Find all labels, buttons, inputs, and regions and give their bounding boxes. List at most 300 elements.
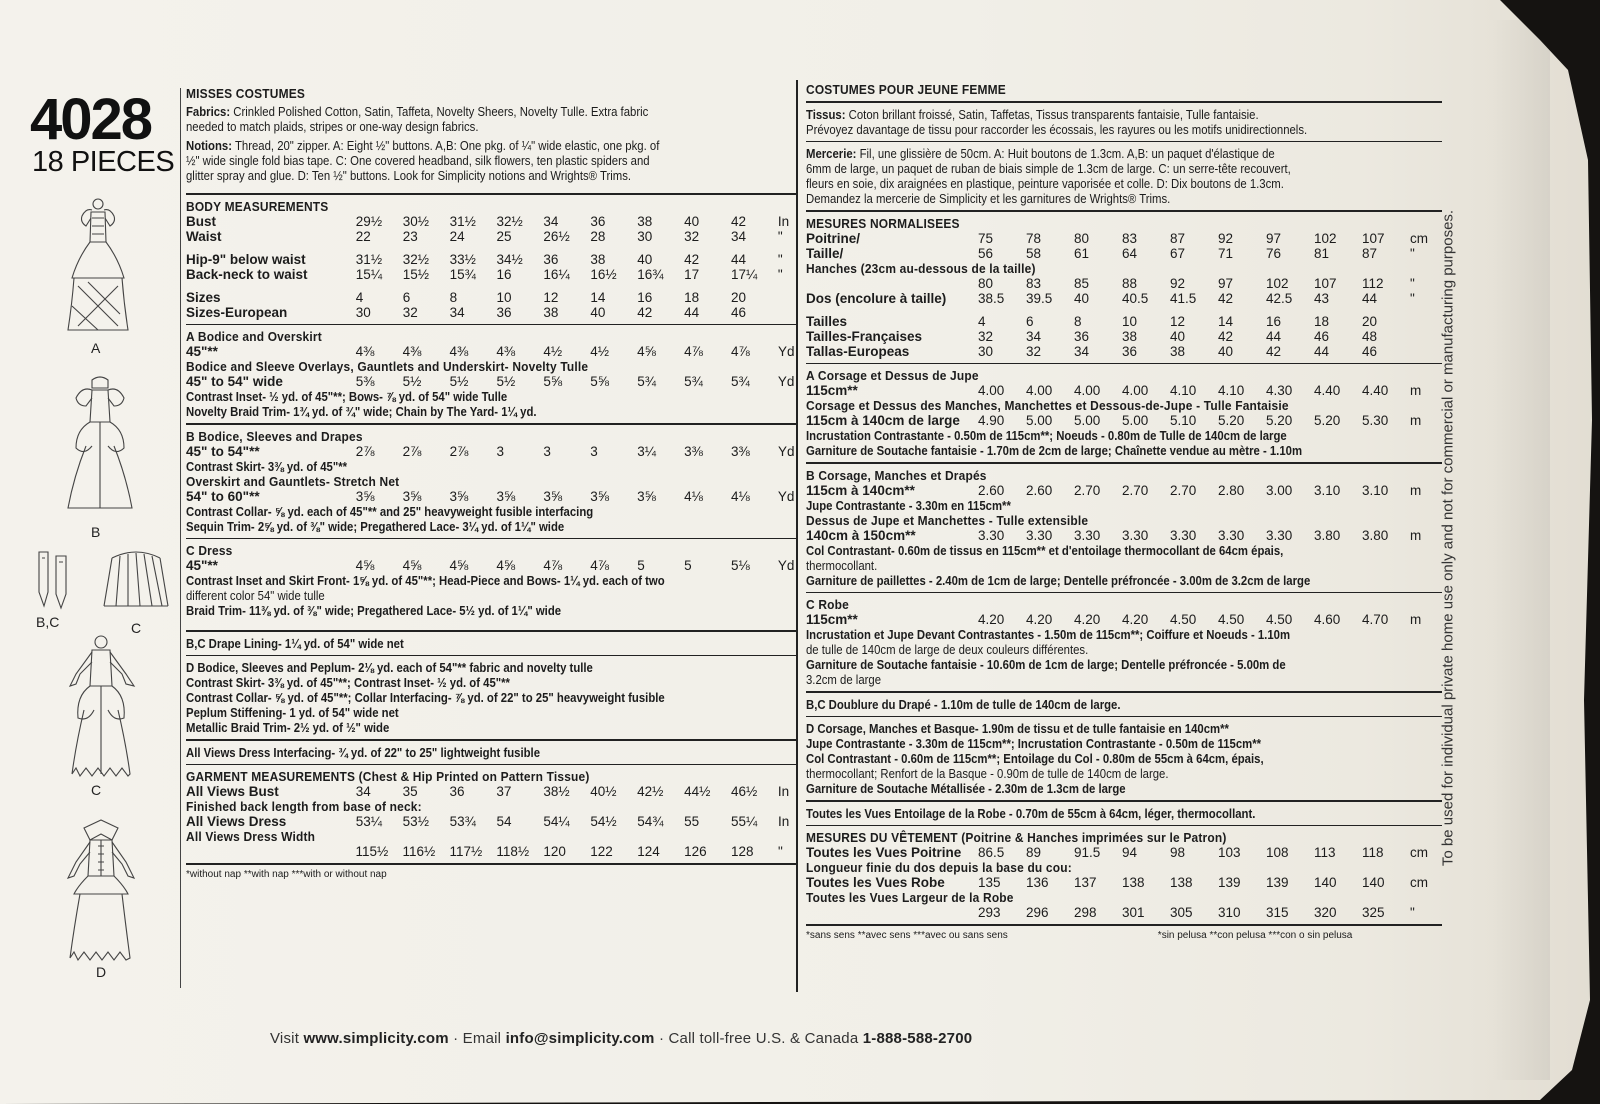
view-b-line: Contrast Collar- ⅝ yd. each of 45"** and 25" heavyweight fusible interfacing bbox=[186, 503, 594, 519]
measurement-cell: 5½ bbox=[449, 374, 469, 389]
measurement-cell: 18 bbox=[1314, 313, 1330, 329]
measurement-cell: 67 bbox=[1170, 245, 1186, 261]
footnote: *without nap **with nap ***with or without nap bbox=[186, 868, 387, 880]
measurement-cell: 56 bbox=[978, 245, 994, 261]
measurement-cell: 5.20 bbox=[1314, 413, 1341, 428]
view-d-drawing bbox=[58, 818, 144, 966]
row-label: 45" to 54" wide bbox=[186, 374, 283, 389]
measurement-cell: 34 bbox=[355, 784, 371, 799]
view-b-line-fr: Garniture de paillettes - 2.40m de 1cm de large; Dentelle préfroncée - 3.00m de 3.2cm de large bbox=[806, 572, 1311, 588]
measurement-cell: 126 bbox=[684, 844, 707, 859]
measurement-cell: 29½ bbox=[355, 213, 383, 229]
measurement-cell: 310 bbox=[1218, 905, 1241, 920]
measurement-cell: 3.00 bbox=[1266, 482, 1293, 498]
measurement-cell: 107 bbox=[1314, 275, 1337, 291]
measurement-cell: 15¾ bbox=[449, 266, 476, 282]
vetement-table bbox=[806, 845, 1432, 860]
measurement-cell: 5⅝ bbox=[543, 374, 563, 389]
measurement-cell: 3⅝ bbox=[543, 488, 563, 504]
view-b-line-fr: Jupe Contrastante - 3.30m en 115cm** bbox=[806, 497, 1011, 513]
measurement-cell: 97 bbox=[1266, 230, 1282, 246]
measurement-cell: 30½ bbox=[402, 213, 429, 229]
view-c-headpiece-drawing bbox=[100, 548, 172, 610]
measurement-cell: 5½ bbox=[496, 374, 516, 389]
measurement-cell: 28 bbox=[590, 228, 606, 244]
unit-cell: Yd bbox=[777, 374, 795, 389]
measurement-cell: 3.10 bbox=[1314, 482, 1341, 498]
view-d-line-fr: Jupe Contrastante - 3.30m de 115cm**; Incrustation Contrastante - 0.50m de 115cm** bbox=[806, 736, 1262, 751]
measurement-cell: 36 bbox=[449, 784, 465, 799]
unit-cell bbox=[778, 305, 798, 320]
measurement-cell: 3.30 bbox=[1170, 527, 1197, 543]
unit-cell: m bbox=[1410, 527, 1422, 543]
measurement-cell: 5.30 bbox=[1362, 413, 1389, 428]
measurement-cell: 2.70 bbox=[1122, 482, 1149, 498]
measurement-cell: 23 bbox=[402, 228, 418, 244]
measurement-cell: 140 bbox=[1314, 875, 1337, 890]
measurement-cell: 83 bbox=[1122, 230, 1138, 246]
measurement-cell: 4.40 bbox=[1362, 383, 1389, 398]
metrage-table bbox=[806, 413, 1432, 428]
notions-text-2: ½" wide single fold bias tape. C: One covered headband, silk flowers, ten plastic spiders and bbox=[186, 153, 650, 168]
measurement-cell: 41.5 bbox=[1170, 290, 1197, 306]
measurement-cell: 44 bbox=[731, 251, 747, 267]
measurement-cell: 71 bbox=[1218, 245, 1234, 261]
view-label-a: A bbox=[91, 340, 101, 356]
measurement-cell: 4 bbox=[355, 289, 364, 305]
measurement-cell: 3.30 bbox=[1266, 527, 1293, 543]
measurement-cell: 12 bbox=[543, 289, 559, 305]
mesures-table-2 bbox=[806, 276, 1432, 359]
measurement-cell: 5½ bbox=[402, 374, 422, 389]
english-column bbox=[186, 82, 798, 880]
measurement-cell: 36 bbox=[1122, 343, 1138, 359]
row-label: 45"** bbox=[186, 344, 218, 359]
measurement-cell: 34½ bbox=[496, 251, 523, 267]
measurement-cell: 4⅜ bbox=[496, 344, 516, 359]
measurement-cell: 64 bbox=[1122, 245, 1138, 261]
measurement-cell: 44 bbox=[1314, 343, 1330, 359]
measurement-cell: 92 bbox=[1218, 230, 1234, 246]
measurement-cell: 293 bbox=[978, 905, 1001, 920]
measurement-cell: 3 bbox=[590, 443, 598, 459]
measurement-cell: 137 bbox=[1074, 875, 1097, 890]
row-label: Toutes les Vues Robe bbox=[806, 875, 945, 890]
measurement-row bbox=[806, 344, 1432, 359]
measurement-cell: 4⅜ bbox=[449, 344, 469, 359]
measurement-cell: 325 bbox=[1362, 905, 1385, 920]
mesures-title: MESURES NORMALISEES bbox=[806, 215, 960, 231]
row-label: Sizes-European bbox=[186, 304, 288, 320]
measurement-row bbox=[186, 344, 798, 359]
view-b-title-fr: B Corsage, Manches et Drapés bbox=[806, 467, 987, 483]
garment-table bbox=[186, 784, 798, 799]
mercerie-text: Mercerie: Fil, une glissière de 50cm. A: Huit boutons de 1.3cm. A,B: un paquet d'élastique de bbox=[806, 146, 1275, 161]
row-label bbox=[806, 276, 978, 291]
measurement-cell: 89 bbox=[1026, 845, 1042, 860]
measurement-row bbox=[186, 229, 798, 244]
measurement-cell: 43 bbox=[1314, 290, 1330, 306]
view-a-line: Contrast Inset- ½ yd. of 45"**; Bows- ⅞ yd. of 54" wide Tulle bbox=[186, 389, 508, 404]
measurement-cell: 42.5 bbox=[1266, 290, 1293, 306]
rule bbox=[186, 193, 798, 195]
rule bbox=[186, 423, 798, 425]
row-label bbox=[186, 844, 356, 859]
measurement-cell: 20 bbox=[731, 289, 747, 305]
measurement-cell: 3.80 bbox=[1362, 527, 1389, 543]
view-b-drawing bbox=[62, 376, 138, 514]
measurement-cell: 3 bbox=[496, 443, 505, 459]
footnote-fr: *sans sens **avec sens ***avec ou sans sens *sin pelusa **con pelusa ***con o sin pelusa bbox=[806, 929, 1353, 941]
measurement-cell: 4⅞ bbox=[590, 558, 610, 573]
measurement-row bbox=[186, 252, 798, 267]
measurement-cell: 115½ bbox=[355, 844, 389, 859]
view-bc-line: B,C Drape Lining- 1¼ yd. of 54" wide net bbox=[186, 635, 404, 651]
row-label: Hip-9" below waist bbox=[186, 251, 306, 267]
measurement-row bbox=[806, 231, 1432, 246]
measurement-cell: 46 bbox=[1314, 328, 1330, 344]
all-views-line-fr: Toutes les Vues Entoilage de la Robe - 0.70m de 55cm à 64cm, léger, thermocollant. bbox=[806, 805, 1256, 821]
measurement-row bbox=[186, 489, 798, 504]
measurement-cell: 37 bbox=[496, 784, 512, 799]
garment-sub: All Views Dress Width bbox=[186, 829, 316, 844]
measurement-row bbox=[186, 374, 798, 389]
measurement-row bbox=[806, 291, 1432, 306]
measurement-cell: 40.5 bbox=[1122, 290, 1149, 306]
garment-table bbox=[186, 814, 798, 829]
view-d-line: Peplum Stiffening- 1 yd. of 54" wide net bbox=[186, 705, 399, 720]
measurement-cell: 4⅝ bbox=[402, 558, 422, 573]
measurement-row bbox=[186, 305, 798, 320]
measurement-cell: 40 bbox=[1218, 343, 1234, 359]
measurement-cell: 135 bbox=[978, 875, 1001, 890]
measurement-cell: 3¼ bbox=[637, 443, 656, 459]
measurement-cell: 3⅝ bbox=[637, 488, 656, 504]
row-label: Poitrine/ bbox=[806, 230, 861, 246]
measurement-cell: 4.20 bbox=[1122, 612, 1149, 627]
row-label: Dos (encolure à taille) bbox=[806, 290, 947, 306]
measurement-cell: 18 bbox=[684, 289, 700, 305]
measurement-cell: 3 bbox=[543, 443, 551, 459]
measurement-cell: 3⅝ bbox=[449, 488, 469, 504]
row-label: Back-neck to waist bbox=[186, 266, 308, 282]
row-label: Tailles bbox=[806, 313, 848, 329]
measurement-cell: 20 bbox=[1362, 313, 1378, 329]
measurement-cell: 32 bbox=[684, 228, 700, 244]
measurement-row bbox=[806, 276, 1432, 291]
view-d-line: D Bodice, Sleeves and Peplum- 2⅛ yd. each of 54"** fabric and novelty tulle bbox=[186, 660, 593, 675]
measurement-cell: 4⅝ bbox=[355, 558, 375, 573]
measurement-cell: 42 bbox=[637, 304, 653, 320]
measurement-cell: 98 bbox=[1170, 845, 1186, 860]
measurement-cell: 36 bbox=[543, 251, 559, 267]
measurement-cell: 34 bbox=[1026, 328, 1042, 344]
view-c-line: different color 54" wide tulle bbox=[186, 588, 325, 603]
measurement-cell: 4.20 bbox=[978, 612, 1005, 627]
measurement-cell: 42 bbox=[731, 213, 747, 229]
row-label: 54" to 60"** bbox=[186, 488, 260, 504]
view-b-line: Contrast Skirt- 3⅜ yd. of 45"** bbox=[186, 458, 348, 474]
measurement-cell: 32 bbox=[1026, 343, 1042, 359]
view-c-title-fr: C Robe bbox=[806, 597, 849, 612]
measurement-row bbox=[806, 246, 1432, 261]
measurement-row bbox=[806, 528, 1432, 543]
measurement-cell: 4⅞ bbox=[731, 344, 750, 359]
measurement-cell: 31½ bbox=[355, 251, 383, 267]
measurement-cell: 305 bbox=[1170, 905, 1193, 920]
rule bbox=[806, 691, 1442, 693]
measurement-cell: 4⅞ bbox=[684, 344, 703, 359]
measurement-cell: 5 bbox=[637, 558, 645, 573]
rule bbox=[186, 764, 798, 766]
measurement-cell: 42 bbox=[684, 251, 700, 267]
view-c-line-fr: Garniture de Soutache fantaisie - 10.60m de 1cm de large; Dentelle préfroncée - 5.00m de bbox=[806, 657, 1286, 672]
measurement-cell: 3.80 bbox=[1314, 527, 1341, 543]
rule bbox=[186, 630, 798, 632]
view-b-line: Sequin Trim- 2⅝ yd. of ⅜" wide; Pregathered Lace- 3¼ yd. of 1¼" wide bbox=[186, 518, 565, 534]
measurement-cell: 4 bbox=[978, 313, 986, 329]
view-label-d: D bbox=[96, 964, 107, 980]
measurement-cell: 38 bbox=[543, 304, 559, 320]
unit-cell bbox=[1410, 344, 1432, 359]
unit-cell: m bbox=[1410, 482, 1422, 498]
measurement-cell: 4⅛ bbox=[684, 488, 703, 504]
measurement-cell: 48 bbox=[1362, 328, 1378, 344]
measurement-row bbox=[806, 612, 1432, 627]
flap-shadow bbox=[1490, 20, 1550, 1080]
measurement-cell: 44½ bbox=[684, 784, 711, 799]
row-label: Tailles-Françaises bbox=[806, 328, 923, 344]
measurement-cell: 113 bbox=[1314, 845, 1336, 860]
measurement-cell: 87 bbox=[1170, 230, 1186, 246]
metrage-table bbox=[806, 383, 1432, 398]
yardage-table bbox=[186, 344, 798, 359]
measurement-cell: 4½ bbox=[590, 344, 610, 359]
measurement-cell: 4½ bbox=[543, 344, 563, 359]
pattern-number: 4028 bbox=[30, 87, 152, 152]
view-bc-line-fr: B,C Doublure du Drapé - 1.10m de tulle de 140cm de large. bbox=[806, 696, 1121, 712]
measurement-cell: 315 bbox=[1266, 905, 1289, 920]
unit-cell: Yd bbox=[777, 558, 795, 573]
measurement-cell: 124 bbox=[637, 844, 660, 859]
measurement-cell: 103 bbox=[1218, 845, 1241, 860]
view-a-drawing bbox=[58, 196, 138, 334]
measurement-cell: 296 bbox=[1026, 905, 1049, 920]
measurement-cell: 40 bbox=[1170, 328, 1186, 344]
unit-cell: cm bbox=[1410, 845, 1428, 860]
measurement-cell: 122 bbox=[590, 844, 613, 859]
view-c-line-fr: de tulle de 140cm de large de deux couleurs différentes. bbox=[806, 642, 1089, 657]
measurement-cell: 3⅜ bbox=[684, 443, 703, 459]
view-bc-accessory-drawing bbox=[36, 548, 72, 610]
unit-cell: In bbox=[777, 814, 790, 829]
measurement-row bbox=[186, 844, 798, 859]
measurement-cell: 4.50 bbox=[1266, 612, 1293, 627]
measurement-row bbox=[806, 483, 1432, 498]
view-d-line-fr: thermocollant; Renfort de la Basque - 0.90m de tulle de 140cm de large. bbox=[806, 766, 1169, 781]
measurement-cell: 5.00 bbox=[1122, 413, 1149, 428]
row-label: All Views Dress bbox=[186, 814, 287, 829]
measurement-cell: 5⅜ bbox=[355, 374, 375, 389]
view-d-line-fr: Garniture de Soutache Métallisée - 2.30m de 1.3cm de large bbox=[806, 781, 1126, 796]
measurement-row bbox=[186, 444, 798, 459]
vetement-table bbox=[806, 875, 1432, 890]
measurement-cell: 78 bbox=[1026, 230, 1042, 246]
measurement-cell: 102 bbox=[1314, 230, 1337, 246]
measurement-cell: 80 bbox=[1074, 230, 1090, 246]
measurement-cell: 5.00 bbox=[1074, 413, 1101, 428]
section-title: MISSES COSTUMES bbox=[186, 86, 306, 101]
body-measurements-table bbox=[186, 214, 798, 320]
row-label: Taille/ bbox=[806, 245, 844, 261]
garment-sub: Finished back length from base of neck: bbox=[186, 799, 422, 814]
view-label-c2: C bbox=[91, 782, 102, 798]
measurement-cell: 3.30 bbox=[1026, 527, 1053, 543]
measurement-cell: 4.90 bbox=[978, 413, 1005, 428]
measurement-cell: 118 bbox=[1362, 845, 1384, 860]
hanches-label: Hanches (23cm au-dessous de la taille) bbox=[806, 260, 1036, 276]
view-b-line-fr: Col Contrastant- 0.60m de tissus en 115cm** et d'entoilage thermocollant de 64cm épais, bbox=[806, 542, 1284, 558]
rule bbox=[186, 863, 798, 865]
measurement-cell: 81 bbox=[1314, 245, 1330, 261]
row-label: 115cm** bbox=[806, 612, 858, 627]
measurement-cell: 88 bbox=[1122, 275, 1138, 291]
measurement-cell: 301 bbox=[1122, 905, 1145, 920]
measurement-cell: 4.20 bbox=[1026, 612, 1053, 627]
measurement-cell: 34 bbox=[449, 304, 465, 320]
view-a-title: A Bodice and Overskirt bbox=[186, 329, 322, 344]
measurement-cell: 118½ bbox=[496, 844, 530, 859]
measurement-cell: 120 bbox=[543, 844, 566, 859]
measurement-cell: 4⅝ bbox=[637, 344, 656, 359]
french-column bbox=[806, 82, 1442, 941]
measurement-cell: 4.00 bbox=[1122, 383, 1149, 398]
unit-cell: " bbox=[1410, 245, 1415, 261]
unit-cell: " bbox=[777, 844, 783, 859]
view-c-line: Contrast Inset and Skirt Front- 1⅝ yd. of 45"**; Head-Piece and Bows- 1¼ yd. each of two bbox=[186, 573, 665, 588]
measurement-cell: 33½ bbox=[449, 251, 476, 267]
measurement-cell: 2.60 bbox=[1026, 482, 1053, 498]
measurement-cell: 44 bbox=[1266, 328, 1282, 344]
measurement-cell: 4.00 bbox=[1074, 383, 1101, 398]
measurement-cell: 38 bbox=[637, 213, 653, 229]
row-label: 45" to 54"** bbox=[186, 443, 260, 459]
yardage-table bbox=[186, 444, 798, 459]
measurement-cell: 40½ bbox=[590, 784, 617, 799]
measurement-cell: 44 bbox=[1362, 290, 1378, 306]
metrage-table bbox=[806, 612, 1432, 627]
garment-table bbox=[186, 844, 798, 859]
measurement-cell: 3.30 bbox=[1074, 527, 1101, 543]
measurement-cell: 128 bbox=[731, 844, 754, 859]
measurement-cell: 32½ bbox=[496, 213, 523, 229]
measurement-cell: 34 bbox=[543, 213, 559, 229]
footer-contact: Visit www.simplicity.com · Email info@simplicity.com · Call toll-free U.S. & Canada 1-888-588-2700 bbox=[270, 1030, 973, 1047]
measurement-cell: 91.5 bbox=[1074, 845, 1101, 860]
measurement-cell: 16¾ bbox=[637, 266, 664, 282]
measurement-cell: 116½ bbox=[402, 844, 436, 859]
measurement-cell: 6 bbox=[1026, 313, 1034, 329]
measurement-cell: 32 bbox=[402, 304, 418, 320]
metrage-table bbox=[806, 483, 1432, 498]
measurement-cell: 94 bbox=[1122, 845, 1138, 860]
measurement-row bbox=[806, 905, 1432, 920]
measurement-cell: 38 bbox=[1170, 343, 1186, 359]
measurement-cell: 4.00 bbox=[1026, 383, 1053, 398]
website-link: www.simplicity.com bbox=[303, 1030, 449, 1047]
measurement-cell: 102 bbox=[1266, 275, 1289, 291]
measurement-cell: 108 bbox=[1266, 845, 1289, 860]
row-label: 115cm à 140cm de large bbox=[806, 413, 960, 428]
measurement-cell: 2.70 bbox=[1074, 482, 1101, 498]
measurement-cell: 4⅞ bbox=[543, 558, 563, 573]
measurement-cell: 75 bbox=[978, 230, 994, 246]
unit-cell bbox=[1410, 329, 1432, 344]
unit-cell bbox=[778, 290, 798, 305]
measurement-cell: 26½ bbox=[543, 228, 570, 244]
measurement-cell: 4.10 bbox=[1218, 383, 1245, 398]
measurement-cell: 58 bbox=[1026, 245, 1042, 261]
yardage-table bbox=[186, 374, 798, 389]
measurement-cell: 2⅞ bbox=[402, 443, 422, 459]
unit-cell: " bbox=[777, 228, 783, 244]
measurement-cell: 4.00 bbox=[978, 383, 1005, 398]
measurement-cell: 40 bbox=[590, 304, 606, 320]
unit-cell: In bbox=[777, 213, 790, 229]
measurement-cell: 4.20 bbox=[1074, 612, 1101, 627]
measurement-cell: 32 bbox=[978, 328, 994, 344]
rule bbox=[806, 462, 1442, 464]
view-c-line-fr: 3.2cm de large bbox=[806, 672, 882, 687]
all-views-line: All Views Dress Interfacing- ¾ yd. of 22" to 25" lightweight fusible bbox=[186, 744, 541, 760]
measurement-cell: 44 bbox=[684, 304, 700, 320]
side-disclaimer: To be used for individual private home use only and not for commercial or manufacturing purposes. bbox=[1439, 209, 1457, 867]
measurement-cell: 42 bbox=[1218, 328, 1234, 344]
view-c-line: Braid Trim- 11⅜ yd. of ⅜" wide; Pregathered Lace- 5½ yd. of 1¼" wide bbox=[186, 603, 562, 618]
view-d-line-fr: D Corsage, Manches et Basque- 1.90m de tissu et de tulle fantaisie en 140cm** bbox=[806, 721, 1229, 736]
mercerie-text-2: 6mm de large, un paquet de ruban de biais simple de 1.3cm de large. C: un serre-tête recouvert, bbox=[806, 161, 1291, 176]
rule bbox=[806, 101, 1442, 103]
view-a-line: Novelty Braid Trim- 1¾ yd. of ¾" wide; Chain by The Yard- 1¼ yd. bbox=[186, 404, 537, 419]
notions-text: Notions: Thread, 20" zipper. A: Eight ½" buttons. A,B: One pkg. of ¼" wide elastic, one pkg. of bbox=[186, 138, 660, 153]
measurement-cell: 320 bbox=[1314, 905, 1337, 920]
view-b-title: B Bodice, Sleeves and Drapes bbox=[186, 428, 363, 444]
piece-count: 18 PIECES bbox=[32, 146, 175, 178]
measurement-cell: 40 bbox=[684, 213, 700, 229]
measurement-cell: 31½ bbox=[449, 213, 476, 229]
measurement-cell: 16 bbox=[496, 266, 512, 282]
measurement-cell: 55¼ bbox=[731, 814, 758, 829]
measurement-cell: 4⅝ bbox=[496, 558, 516, 573]
measurement-cell: 12 bbox=[1170, 313, 1186, 329]
measurement-cell: 5.10 bbox=[1170, 413, 1197, 428]
view-label-bc: B,C bbox=[36, 614, 60, 630]
fabrics-text: Fabrics: Crinkled Polished Cotton, Satin, Taffeta, Novelty Sheers, Novelty Tulle. Extra fabric bbox=[186, 104, 649, 119]
rule bbox=[806, 363, 1442, 365]
view-d-line: Contrast Skirt- 3⅜ yd. of 45"**; Contrast Inset- ½ yd. of 45"** bbox=[186, 675, 510, 690]
section-title: COSTUMES POUR JEUNE FEMME bbox=[806, 82, 1006, 97]
unit-cell: m bbox=[1410, 413, 1422, 428]
measurement-cell: 5¾ bbox=[637, 374, 656, 389]
measurement-cell: 8 bbox=[449, 289, 458, 305]
view-d-line: Contrast Collar- ⅝ yd. of 45"**; Collar Interfacing- ⅞ yd. of 22" to 25" heavyweight fusible bbox=[186, 690, 665, 705]
row-label: Sizes bbox=[186, 289, 221, 305]
measurement-row bbox=[806, 329, 1432, 344]
unit-cell: m bbox=[1410, 383, 1422, 398]
measurement-cell: 55 bbox=[684, 814, 700, 829]
measurement-cell: 61 bbox=[1074, 245, 1090, 261]
measurement-cell: 35 bbox=[402, 784, 418, 799]
